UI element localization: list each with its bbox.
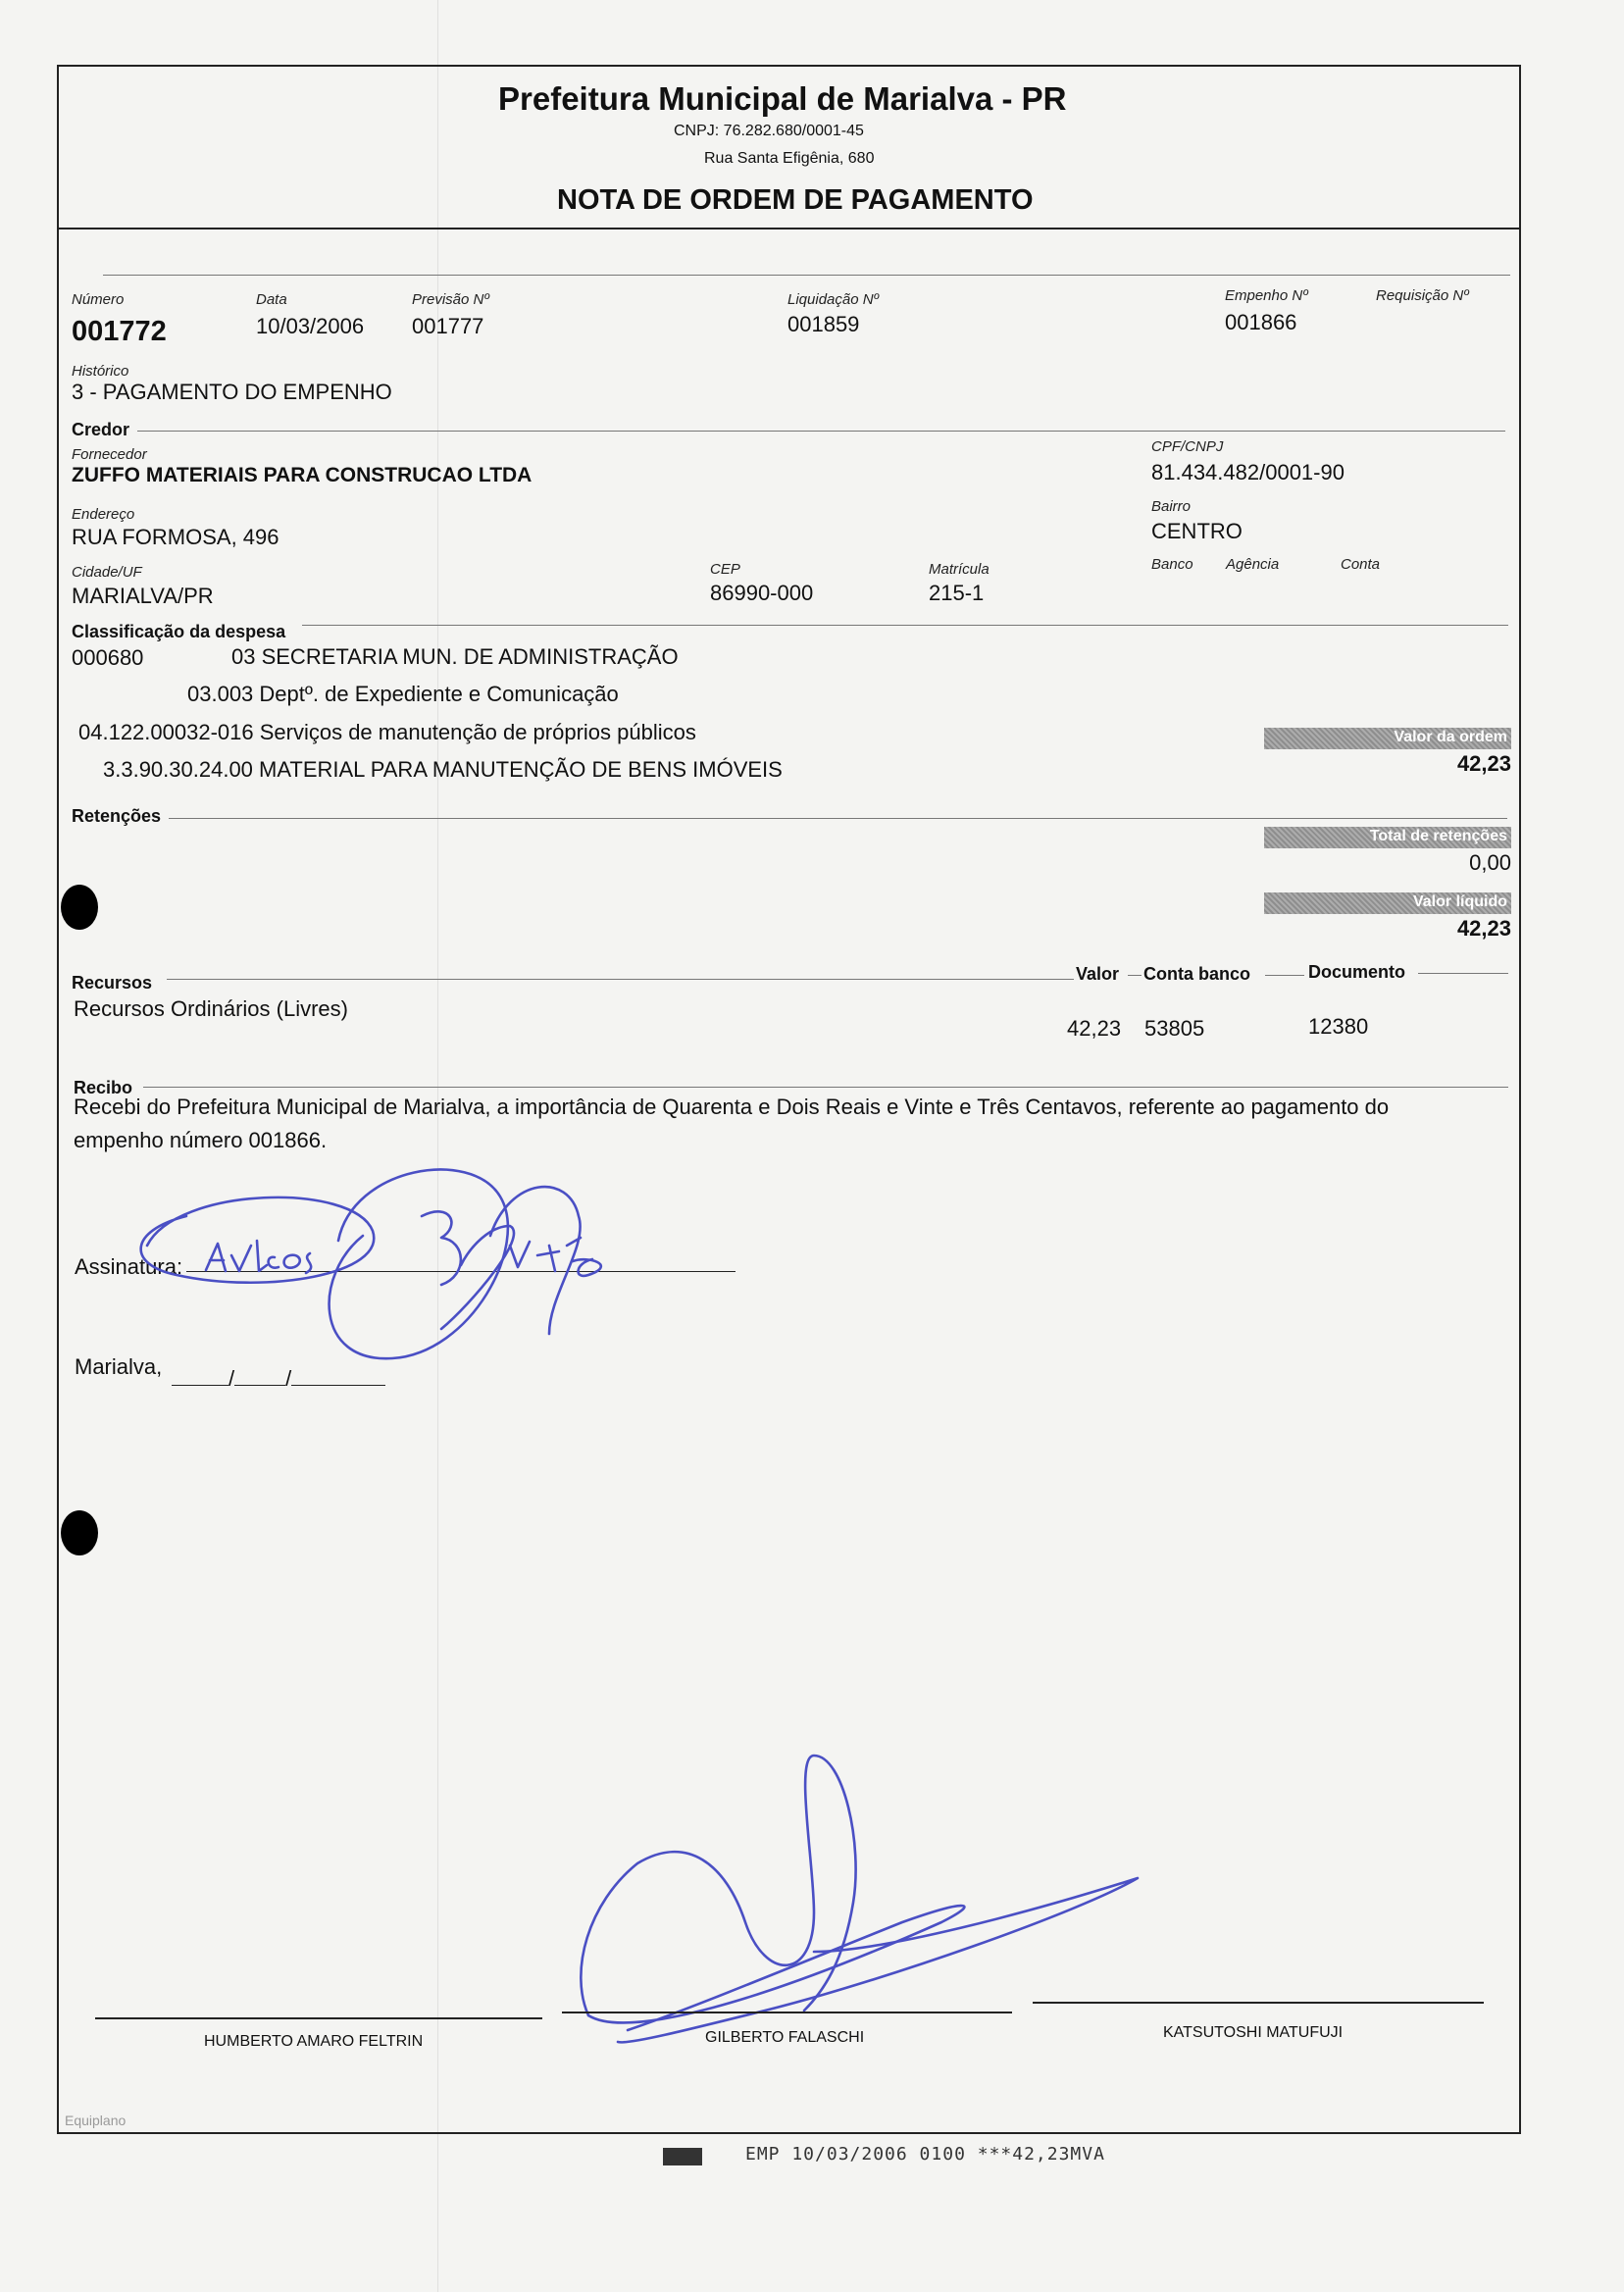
- agencia-label: Agência: [1226, 556, 1280, 573]
- valor-ordem-label: Valor da ordem: [1394, 729, 1507, 745]
- bairro-value: CENTRO: [1151, 519, 1243, 543]
- fornecedor-label: Fornecedor: [72, 446, 147, 463]
- cep-value: 86990-000: [710, 581, 814, 605]
- credor-section: Credor: [72, 420, 130, 439]
- classificacao-section: Classificação da despesa: [72, 622, 286, 641]
- conta-label: Conta: [1341, 556, 1381, 573]
- historico-label: Histórico: [72, 363, 129, 380]
- classificacao-unidade: 03.003 Deptº. de Expediente e Comunicação: [187, 682, 619, 706]
- assinatura-label: Assinatura:: [75, 1254, 183, 1279]
- header-address: Rua Santa Efigênia, 680: [704, 150, 875, 167]
- recursos-conta: 53805: [1144, 1016, 1205, 1041]
- cidade-label: Cidade/UF: [72, 564, 142, 581]
- bank-stamp: EMP 10/03/2006 0100 ***42,23MVA: [745, 2144, 1105, 2165]
- requisicao-label: Requisição Nº: [1376, 287, 1469, 304]
- cidade-value: MARIALVA/PR: [72, 584, 214, 608]
- historico-value: 3 - PAGAMENTO DO EMPENHO: [72, 380, 392, 404]
- classificacao-code: 000680: [72, 645, 144, 670]
- valor-liquido-label: Valor líquido: [1412, 893, 1507, 910]
- recursos-section: Recursos: [72, 973, 153, 993]
- empenho-value: 001866: [1225, 310, 1297, 334]
- date-blank: / /: [172, 1366, 385, 1392]
- valor-liquido-value: 42,23: [1456, 916, 1511, 941]
- signatory-1: HUMBERTO AMARO FELTRIN: [204, 2033, 424, 2050]
- cpf-label: CPF/CNPJ: [1151, 438, 1224, 455]
- total-retencoes-label: Total de retenções: [1369, 828, 1507, 844]
- classificacao-funcional: 04.122.00032-016 Serviços de manutenção de próprios públicos: [78, 720, 696, 744]
- endereco-value: RUA FORMOSA, 496: [72, 525, 279, 549]
- data-label: Data: [256, 291, 287, 308]
- recursos-conta-label: Conta banco: [1143, 964, 1251, 984]
- fornecedor-value: ZUFFO MATERIAIS PARA CONSTRUCAO LTDA: [72, 464, 533, 486]
- classificacao-orgao: 03 SECRETARIA MUN. DE ADMINISTRAÇÃO: [231, 644, 679, 669]
- valor-ordem-value: 42,23: [1456, 751, 1511, 776]
- recursos-valor: 42,23: [1067, 1016, 1122, 1041]
- matricula-label: Matrícula: [929, 561, 990, 578]
- liquidacao-value: 001859: [787, 312, 860, 336]
- equiplano-brand: Equiplano: [65, 2113, 127, 2128]
- numero-label: Número: [72, 291, 125, 308]
- classificacao-elemento: 3.3.90.30.24.00 MATERIAL PARA MANUTENÇÃO DE BENS IMÓVEIS: [103, 757, 783, 782]
- signature-line-1: [95, 2017, 542, 2019]
- retencoes-section: Retenções: [72, 806, 162, 826]
- cpf-value: 81.434.482/0001-90: [1151, 460, 1345, 484]
- signatory-3: KATSUTOSHI MATUFUJI: [1163, 2024, 1344, 2041]
- header-cnpj: CNPJ: 76.282.680/0001-45: [674, 123, 864, 139]
- signature-line-2: [562, 2012, 1012, 2013]
- recursos-descricao: Recursos Ordinários (Livres): [74, 996, 348, 1021]
- previsao-label: Previsão Nº: [412, 291, 489, 308]
- numero-value: 001772: [72, 316, 167, 347]
- document-title: NOTA DE ORDEM DE PAGAMENTO: [557, 184, 1034, 216]
- recursos-documento: 12380: [1308, 1014, 1369, 1039]
- liquidacao-label: Liquidação Nº: [787, 291, 880, 308]
- signatory-2: GILBERTO FALASCHI: [705, 2029, 865, 2046]
- bairro-label: Bairro: [1151, 498, 1192, 515]
- local-label: Marialva,: [75, 1354, 163, 1379]
- recursos-documento-label: Documento: [1308, 962, 1405, 982]
- banco-label: Banco: [1151, 556, 1193, 573]
- recursos-valor-label: Valor: [1076, 964, 1120, 984]
- empenho-label: Empenho Nº: [1225, 287, 1308, 304]
- page-title: Prefeitura Municipal de Marialva - PR: [498, 80, 1067, 117]
- total-retencoes-value: 0,00: [1469, 850, 1511, 875]
- matricula-value: 215-1: [929, 581, 985, 605]
- signature-line-3: [1033, 2002, 1484, 2004]
- bank-stamp-logo: [663, 2148, 702, 2165]
- recibo-section: Recibo: [74, 1078, 133, 1097]
- cep-label: CEP: [710, 561, 740, 578]
- recibo-text-line2: empenho número 001866.: [74, 1128, 328, 1152]
- previsao-value: 001777: [412, 314, 484, 338]
- endereco-label: Endereço: [72, 506, 135, 523]
- data-value: 10/03/2006: [256, 314, 365, 338]
- recibo-text-line1: Recebi do Prefeitura Municipal de Marialva, a importância de Quarenta e Dois Reais e Vinte e Três Centavos, referente ao pagamento do: [74, 1095, 1390, 1119]
